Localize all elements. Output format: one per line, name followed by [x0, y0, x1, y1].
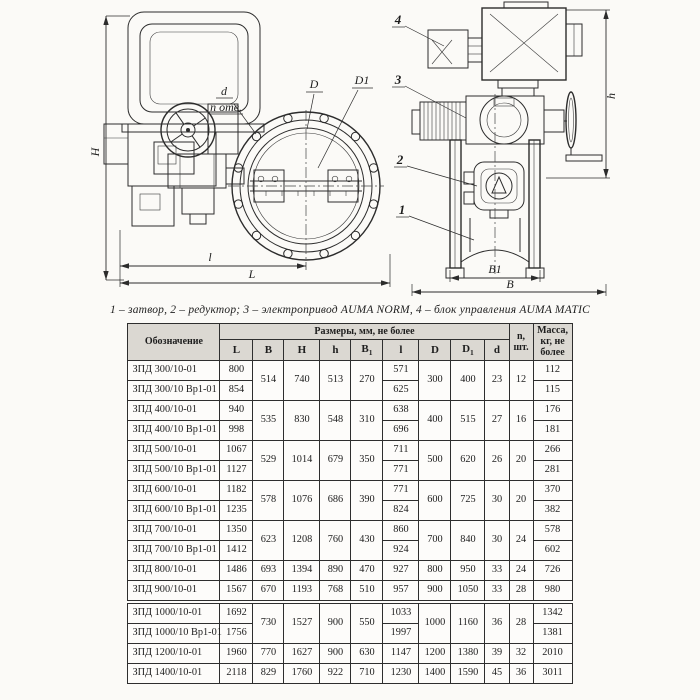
table-row: [128, 440, 572, 460]
cell-L: 998: [220, 420, 253, 440]
holes-count-label: n отв.: [210, 100, 242, 114]
cell-D1: 725: [451, 480, 485, 520]
header-mass: Масса, кг, не более: [533, 324, 572, 361]
cell-B1: 550: [351, 602, 383, 644]
cell-n: 12: [509, 360, 533, 400]
designation-cell: ЗПД 500/10 Вр1-01: [128, 460, 220, 480]
cell-H: 830: [284, 400, 320, 440]
cell-D1: 515: [451, 400, 485, 440]
cell-D: 500: [419, 440, 451, 480]
table-row: [128, 480, 572, 500]
cell-mass: 1342: [533, 602, 572, 624]
cell-mass: 370: [533, 480, 572, 500]
header-col-D: D: [419, 340, 451, 360]
cell-l: 1997: [383, 623, 419, 643]
table-body: [128, 360, 572, 683]
cell-l: 924: [383, 540, 419, 560]
cell-d: 36: [485, 602, 509, 644]
designation-cell: ЗПД 900/10-01: [128, 580, 220, 602]
cell-mass: 602: [533, 540, 572, 560]
cell-B1: 310: [351, 400, 383, 440]
table-row: [128, 400, 572, 420]
designation-cell: ЗПД 800/10-01: [128, 560, 220, 580]
cell-H: 740: [284, 360, 320, 400]
cell-l: 571: [383, 360, 419, 380]
cell-h: 768: [320, 580, 351, 602]
table-row: [128, 520, 572, 540]
header-qty: [509, 324, 533, 361]
cell-l: 1230: [383, 663, 419, 683]
cell-D: 600: [419, 480, 451, 520]
cell-D: 400: [419, 400, 451, 440]
dim-D-label: D: [309, 77, 319, 91]
cell-h: 890: [320, 560, 351, 580]
cell-h: 922: [320, 663, 351, 683]
cell-l: 1033: [383, 602, 419, 624]
dim-l-label: l: [208, 250, 212, 264]
header-col-D1: [451, 340, 485, 360]
dim-B1-label: B1: [488, 262, 502, 276]
dim-B-label: B: [506, 277, 514, 291]
cell-l: 1147: [383, 643, 419, 663]
cell-L: 1235: [220, 500, 253, 520]
cell-mass: 382: [533, 500, 572, 520]
drawing-caption: 1 – затвор, 2 – редуктор; 3 – электропривод AUMA NORM, 4 – блок управления AUMA MATIC: [110, 304, 590, 316]
dim-D1-label: D1: [354, 73, 370, 87]
cell-L: 2118: [220, 663, 253, 683]
cell-B: 578: [253, 480, 284, 520]
dim-H-label: H: [88, 147, 102, 157]
designation-cell: ЗПД 700/10 Вр1-01: [128, 540, 220, 560]
cell-d: 39: [485, 643, 509, 663]
cell-D: 800: [419, 560, 451, 580]
cell-mass: 726: [533, 560, 572, 580]
cell-d: 45: [485, 663, 509, 683]
header-col-D1-sub: 1: [470, 347, 474, 357]
cell-d: 27: [485, 400, 509, 440]
cell-B: 514: [253, 360, 284, 400]
right-view: [392, 2, 618, 296]
cell-B1: 430: [351, 520, 383, 560]
cell-mass: 281: [533, 460, 572, 480]
cell-L: 1350: [220, 520, 253, 540]
cell-H: 1394: [284, 560, 320, 580]
cell-B1: 710: [351, 663, 383, 683]
dimensions-table: [127, 323, 572, 684]
header-sizes-group: Размеры, мм, не более: [220, 324, 509, 340]
header-qty-line1: n,: [517, 330, 526, 342]
cell-D1: 1160: [451, 602, 485, 644]
designation-cell: ЗПД 700/10-01: [128, 520, 220, 540]
cell-D1: 1590: [451, 663, 485, 683]
cell-L: 800: [220, 360, 253, 380]
cell-n: 20: [509, 480, 533, 520]
cell-h: 900: [320, 602, 351, 644]
cell-L: 1067: [220, 440, 253, 460]
callout-4: 4: [394, 12, 402, 27]
header-col-d: d: [485, 340, 509, 360]
table-row: [128, 360, 572, 380]
cell-d: 33: [485, 580, 509, 602]
cell-B: 529: [253, 440, 284, 480]
cell-d: 33: [485, 560, 509, 580]
designation-cell: ЗПД 1000/10 Вр1-01: [128, 623, 220, 643]
designation-cell: ЗПД 300/10-01: [128, 360, 220, 380]
cell-n: 28: [509, 580, 533, 602]
designation-cell: ЗПД 1400/10-01: [128, 663, 220, 683]
designation-cell: ЗПД 500/10-01: [128, 440, 220, 460]
cell-mass: 3011: [533, 663, 572, 683]
cell-L: 1692: [220, 602, 253, 624]
cell-D: 700: [419, 520, 451, 560]
cell-h: 760: [320, 520, 351, 560]
header-designation: Обозначение: [128, 324, 220, 361]
cell-l: 927: [383, 560, 419, 580]
callout-2: 2: [396, 152, 404, 167]
cell-H: 1014: [284, 440, 320, 480]
table-row: [128, 580, 572, 602]
cell-D1: 620: [451, 440, 485, 480]
header-col-D1-base: D: [462, 342, 471, 355]
cell-B: 670: [253, 580, 284, 602]
cell-D: 900: [419, 580, 451, 602]
designation-cell: ЗПД 1200/10-01: [128, 643, 220, 663]
cell-B: 730: [253, 602, 284, 644]
cell-B1: 270: [351, 360, 383, 400]
cell-B1: 630: [351, 643, 383, 663]
cell-h: 513: [320, 360, 351, 400]
cell-n: 16: [509, 400, 533, 440]
cell-mass: 266: [533, 440, 572, 460]
cell-L: 1756: [220, 623, 253, 643]
cell-H: 1627: [284, 643, 320, 663]
cell-mass: 181: [533, 420, 572, 440]
designation-cell: ЗПД 600/10-01: [128, 480, 220, 500]
cell-mass: 980: [533, 580, 572, 602]
designation-cell: ЗПД 400/10-01: [128, 400, 220, 420]
cell-l: 696: [383, 420, 419, 440]
cell-D: 1000: [419, 602, 451, 644]
cell-H: 1208: [284, 520, 320, 560]
table-row: [128, 663, 572, 683]
cell-B: 693: [253, 560, 284, 580]
cell-H: 1193: [284, 580, 320, 602]
cell-L: 1486: [220, 560, 253, 580]
cell-D1: 950: [451, 560, 485, 580]
cell-B1: 390: [351, 480, 383, 520]
cell-B1: 510: [351, 580, 383, 602]
cell-L: 1127: [220, 460, 253, 480]
cell-D: 300: [419, 360, 451, 400]
left-view: [88, 12, 390, 287]
cell-L: 1412: [220, 540, 253, 560]
header-col-B1-base: B: [361, 342, 369, 355]
cell-n: 36: [509, 663, 533, 683]
cell-l: 957: [383, 580, 419, 602]
cell-B: 535: [253, 400, 284, 440]
cell-d: 30: [485, 520, 509, 560]
cell-B: 623: [253, 520, 284, 560]
designation-cell: ЗПД 400/10 Вр1-01: [128, 420, 220, 440]
designation-cell: ЗПД 300/10 Вр1-01: [128, 380, 220, 400]
cell-L: 1567: [220, 580, 253, 602]
cell-D1: 1050: [451, 580, 485, 602]
cell-l: 771: [383, 460, 419, 480]
valve-drawing-svg: [0, 0, 700, 302]
cell-d: 26: [485, 440, 509, 480]
cell-l: 638: [383, 400, 419, 420]
cell-D1: 400: [451, 360, 485, 400]
header-col-H: H: [284, 340, 320, 360]
cell-l: 771: [383, 480, 419, 500]
cell-B: 770: [253, 643, 284, 663]
cell-n: 24: [509, 560, 533, 580]
cell-L: 854: [220, 380, 253, 400]
table-row: [128, 643, 572, 663]
cell-H: 1760: [284, 663, 320, 683]
cell-n: 28: [509, 602, 533, 644]
cell-L: 1960: [220, 643, 253, 663]
cell-D: 1400: [419, 663, 451, 683]
designation-cell: ЗПД 1000/10-01: [128, 602, 220, 624]
table-row: [128, 560, 572, 580]
header-qty-line2: шт.: [513, 341, 529, 353]
cell-n: 20: [509, 440, 533, 480]
cell-d: 30: [485, 480, 509, 520]
cell-mass: 115: [533, 380, 572, 400]
cell-h: 900: [320, 643, 351, 663]
cell-mass: 2010: [533, 643, 572, 663]
header-col-h: h: [320, 340, 351, 360]
callout-1: 1: [398, 202, 406, 217]
cell-D1: 1380: [451, 643, 485, 663]
cell-n: 32: [509, 643, 533, 663]
designation-cell: ЗПД 600/10 Вр1-01: [128, 500, 220, 520]
cell-H: 1527: [284, 602, 320, 644]
header-col-B1: [351, 340, 383, 360]
cell-B1: 350: [351, 440, 383, 480]
cell-d: 23: [485, 360, 509, 400]
cell-mass: 176: [533, 400, 572, 420]
table-row: [128, 602, 572, 624]
header-col-B: B: [253, 340, 284, 360]
cell-l: 711: [383, 440, 419, 460]
header-col-L: L: [220, 340, 253, 360]
cell-B: 829: [253, 663, 284, 683]
cell-h: 686: [320, 480, 351, 520]
cell-L: 1182: [220, 480, 253, 500]
header-col-l: l: [383, 340, 419, 360]
cell-l: 625: [383, 380, 419, 400]
cell-D1: 840: [451, 520, 485, 560]
dim-h-label: h: [604, 93, 618, 99]
callout-3: 3: [394, 72, 402, 87]
cell-l: 824: [383, 500, 419, 520]
cell-mass: 112: [533, 360, 572, 380]
cell-B1: 470: [351, 560, 383, 580]
cell-mass: 1381: [533, 623, 572, 643]
dim-d-label: d: [221, 84, 227, 98]
cell-mass: 578: [533, 520, 572, 540]
header-col-B1-sub: 1: [368, 347, 373, 357]
cell-h: 548: [320, 400, 351, 440]
dim-L-label: L: [248, 267, 256, 281]
technical-drawing: [0, 0, 700, 302]
cell-n: 24: [509, 520, 533, 560]
table-header: [128, 324, 572, 361]
cell-H: 1076: [284, 480, 320, 520]
cell-L: 940: [220, 400, 253, 420]
cell-l: 860: [383, 520, 419, 540]
cell-D: 1200: [419, 643, 451, 663]
cell-h: 679: [320, 440, 351, 480]
